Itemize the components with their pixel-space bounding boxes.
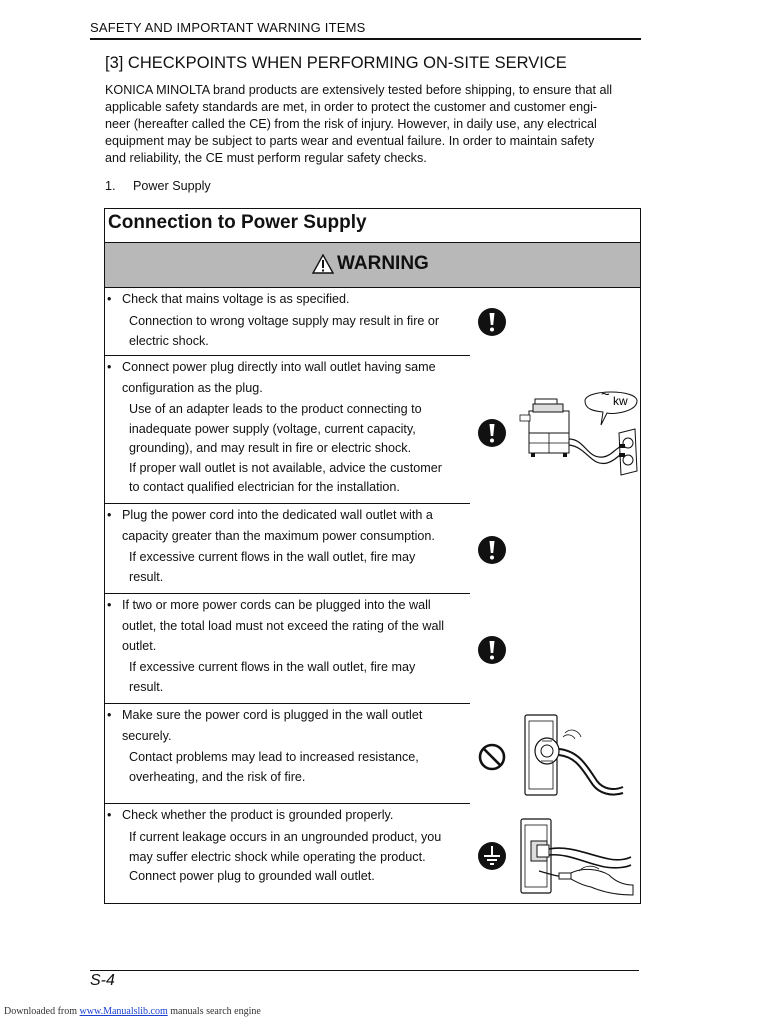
grounded-plug-illustration — [519, 815, 635, 897]
list-label: Power Supply — [133, 179, 211, 193]
bullet: • — [107, 292, 112, 306]
intro-line: equipment may be subject to parts wear and eventual failure. In order to maintain safety — [105, 134, 595, 148]
warning-row — [105, 595, 640, 703]
sub-line: If proper wall outlet is not available, advice the customer — [129, 460, 442, 475]
row-line-text: Plug the power cord into the dedicated wall outlet with a — [122, 508, 433, 522]
page-number: S-4 — [90, 972, 115, 989]
warning-box — [104, 208, 641, 904]
ground-icon — [477, 840, 507, 872]
row-main-text — [122, 805, 472, 826]
sub-line: to contact qualified electrician for the installation. — [129, 480, 400, 494]
row-main-text — [122, 357, 472, 398]
sub-line: electric shock. — [129, 333, 209, 348]
sub-line: If excessive current flows in the wall outlet, fire may — [129, 660, 416, 674]
diagram-tilde: ~ — [601, 387, 610, 403]
mandatory-exclamation-icon — [477, 306, 507, 338]
sub-line: result. — [129, 569, 164, 584]
section-title: [3] CHECKPOINTS WHEN PERFORMING ON-SITE SERVICE — [105, 54, 567, 72]
header-rule — [90, 38, 641, 40]
sub-line: result. — [129, 679, 164, 694]
bullet: • — [107, 598, 112, 612]
intro-line: and reliability, the CE must perform regular safety checks. — [105, 151, 427, 165]
mandatory-exclamation-icon — [477, 634, 507, 666]
download-suffix: manuals search engine — [167, 1006, 261, 1017]
sub-line: Connection to wrong voltage supply may result in fire or — [129, 314, 440, 328]
warning-triangle-icon — [312, 254, 334, 274]
row-line-text: capacity greater than the maximum power consumption. — [122, 528, 435, 543]
download-prefix: Downloaded from — [4, 1006, 80, 1017]
mandatory-exclamation-icon — [477, 534, 507, 566]
bullet: • — [107, 508, 112, 522]
sub-line: inadequate power supply (voltage, current capacity, — [129, 421, 416, 436]
sub-line: grounding), and may result in fire or electric shock. — [129, 441, 412, 455]
row-divider — [105, 355, 470, 356]
row-line-text: Check that mains voltage is as specified. — [122, 292, 350, 306]
row-main-text — [122, 705, 472, 746]
footer-rule — [90, 970, 639, 971]
row-sub-text — [129, 828, 474, 887]
warning-row — [105, 289, 640, 356]
warning-row — [105, 357, 640, 503]
row-sub-text — [129, 400, 474, 498]
warning-row — [105, 805, 640, 901]
warning-label: WARNING — [337, 253, 429, 274]
row-line-text: outlet. — [122, 639, 157, 653]
row-line-text: securely. — [122, 728, 172, 743]
bullet: • — [107, 360, 112, 374]
sub-line: overheating, and the risk of fire. — [129, 769, 306, 784]
warning-row — [105, 705, 640, 803]
bullet: • — [107, 808, 112, 822]
row-sub-text — [129, 312, 474, 351]
row-main-text — [122, 289, 472, 310]
row-main-text — [122, 505, 472, 546]
row-divider — [105, 803, 470, 804]
list-item-power-supply — [105, 179, 211, 193]
sub-line: Contact problems may lead to increased resistance, — [129, 750, 419, 764]
running-header: SAFETY AND IMPORTANT WARNING ITEMS — [90, 20, 366, 35]
download-credit — [4, 1006, 261, 1017]
row-sub-text — [129, 748, 474, 787]
row-line-text: Check whether the product is grounded properly. — [122, 808, 394, 822]
intro-line: neer (hereafter called the CE) from the risk of injury. However, in daily use, any electrical — [105, 117, 597, 131]
copier-outlet-illustration — [515, 387, 643, 477]
sub-line: If current leakage occurs in an ungrounded product, you — [129, 830, 442, 844]
sub-line: Use of an adapter leads to the product connecting to — [129, 402, 422, 416]
row-main-text — [122, 595, 472, 657]
intro-paragraph — [105, 82, 645, 167]
row-line-text: outlet, the total load must not exceed the rating of the wall — [122, 618, 445, 633]
row-divider — [105, 503, 470, 504]
prohibition-icon — [477, 741, 507, 773]
intro-line: applicable safety standards are met, in order to protect the customer and customer engi- — [105, 100, 598, 114]
sub-line: Connect power plug to grounded wall outlet. — [129, 869, 375, 883]
row-divider — [105, 593, 470, 594]
bullet: • — [107, 708, 112, 722]
row-divider — [105, 703, 470, 704]
plug-in-outlet-illustration — [519, 711, 629, 799]
row-sub-text — [129, 658, 474, 697]
box-title: Connection to Power Supply — [105, 209, 640, 243]
row-line-text: Connect power plug directly into wall outlet having same — [122, 360, 436, 374]
warning-row — [105, 505, 640, 592]
row-line-text: Make sure the power cord is plugged in the wall outlet — [122, 708, 423, 722]
manualslib-link[interactable]: www.Manualslib.com — [79, 1006, 168, 1017]
intro-line: KONICA MINOLTA brand products are extensively tested before shipping, to ensure that all — [105, 83, 613, 97]
diagram-kw-label: kw — [613, 394, 628, 408]
row-sub-text — [129, 548, 474, 587]
warning-band — [105, 243, 640, 288]
row-line-text: If two or more power cords can be plugged into the wall — [122, 598, 431, 612]
list-number: 1. — [105, 179, 116, 193]
sub-line: If excessive current flows in the wall outlet, fire may — [129, 550, 416, 564]
sub-line: may suffer electric shock while operating the product. — [129, 849, 426, 864]
row-line-text: configuration as the plug. — [122, 380, 263, 395]
mandatory-exclamation-icon — [477, 417, 507, 449]
